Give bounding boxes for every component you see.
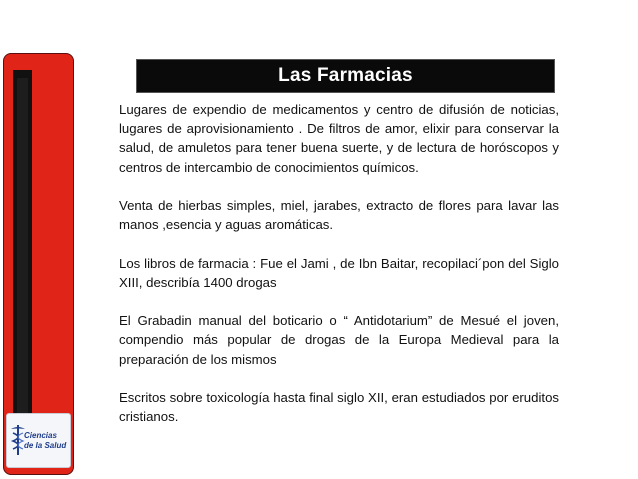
paragraph: Lugares de expendio de medicamentos y centro de difusión de noticias, lugares de aprovisionamiento . De filtros de amor, elixir para conservar la salud, de amuletos para tener buena suerte, y de lectura de horóscopos y centros de intercambio de conocimientos químicos. — [119, 102, 559, 175]
logo-line-1: Ciencias — [24, 431, 57, 440]
page-title: Las Farmacias — [278, 65, 413, 86]
side-bar-inner — [17, 78, 28, 414]
paragraph: El Grabadin manual del boticario o “ Antidotarium” de Mesué el joven, compendio más popular de drogas de la Europa Medieval para la preparación de los mismos — [119, 313, 559, 367]
paragraph: Los libros de farmacia : Fue el Jami , de Ibn Baitar, recopilaci´pon del Siglo XIII, describía 1400 drogas — [119, 255, 559, 290]
logo-text — [24, 431, 70, 451]
paragraph: Venta de hierbas simples, miel, jarabes, extracto de flores para lavar las manos ,esencia y aguas aromáticas. — [119, 198, 559, 233]
paragraph: Escritos sobre toxicología hasta final siglo XII, eran estudiados por eruditos cristianos. — [119, 389, 559, 425]
logo-line-2: de la Salud — [24, 441, 67, 450]
body-text — [119, 100, 559, 446]
title-bar — [136, 59, 555, 93]
